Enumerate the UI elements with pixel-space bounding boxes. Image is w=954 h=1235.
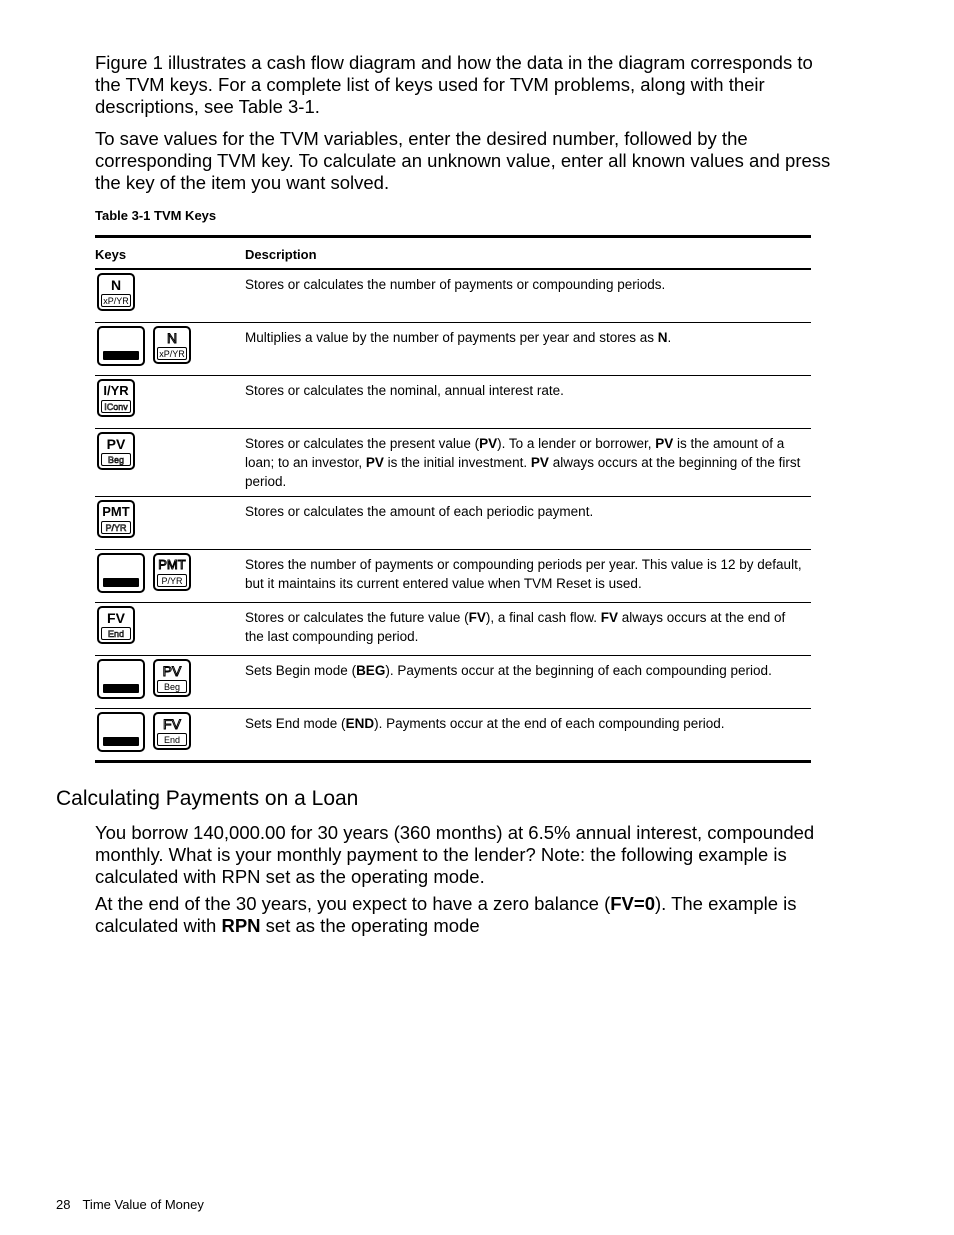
table-row xyxy=(95,655,811,708)
table-row xyxy=(95,708,811,760)
n-key-icon: N xP/YR xyxy=(153,326,191,364)
intro-paragraph-2: To save values for the TVM variables, enter the desired number, followed by the corresponding TVM key. To calculate an unknown value, enter all known values and press the key of the item you want solved. xyxy=(95,128,831,193)
iyr-key-icon: I/YR IConv xyxy=(97,379,135,417)
row-description: Stores or calculates the present value (PV). To a lender or borrower, PV is the amount of a loan; to an investor, PV is the initial investment. PV always occurs at the beginning of the first period. xyxy=(245,436,801,489)
pv-key-icon: PV Beg xyxy=(97,432,135,470)
shift-key-icon xyxy=(97,659,145,699)
row-description: Stores or calculates the amount of each periodic payment. xyxy=(245,504,594,519)
shift-key-icon xyxy=(97,712,145,752)
pmt-key-icon: PMT P/YR xyxy=(153,553,191,591)
shift-key-icon xyxy=(97,553,145,593)
table-row xyxy=(95,322,811,375)
row-description: Stores or calculates the future value (FV), a final cash flow. FV always occurs at the end of the last compounding period. xyxy=(245,610,786,644)
table-row xyxy=(95,375,811,428)
page-number: 28 xyxy=(56,1197,71,1212)
row-description: Multiplies a value by the number of payments per year and stores as N. xyxy=(245,330,672,345)
section-paragraph-2: At the end of the 30 years, you expect to have a zero balance (FV=0). The example is calculated with RPN set as the operating mode xyxy=(95,893,797,936)
row-description: Stores or calculates the nominal, annual interest rate. xyxy=(245,383,564,398)
row-description: Stores the number of payments or compounding periods per year. This value is 12 by default, but it maintains its current entered value when TVM Reset is used. xyxy=(245,557,802,591)
row-description: Stores or calculates the number of payments or compounding periods. xyxy=(245,277,666,292)
table-row xyxy=(95,428,811,496)
pv-key-icon: PV Beg xyxy=(153,659,191,697)
intro-paragraph-1: Figure 1 illustrates a cash flow diagram and how the data in the diagram corresponds to the TVM keys. For a complete list of keys used for TVM problems, along with their descriptions, see Table 3-1. xyxy=(95,52,813,117)
pmt-key-icon: PMT P/YR xyxy=(97,500,135,538)
table-row xyxy=(95,496,811,549)
n-key-icon: N xP/YR xyxy=(97,273,135,311)
col-keys-header: Keys xyxy=(95,247,127,262)
shift-key-icon xyxy=(97,326,145,366)
col-description-header: Description xyxy=(245,247,317,262)
tvm-keys-table xyxy=(95,235,811,763)
table-caption: Table 3-1 TVM Keys xyxy=(95,208,217,223)
table-row xyxy=(95,549,811,602)
page-footer xyxy=(56,1197,216,1212)
fv-key-icon: FV End xyxy=(153,712,191,750)
footer-title: Time Value of Money xyxy=(82,1197,204,1212)
section-heading: Calculating Payments on a Loan xyxy=(56,787,359,810)
fv-key-icon: FV End xyxy=(97,606,135,644)
row-description: Sets Begin mode (BEG). Payments occur at the beginning of each compounding period. xyxy=(245,663,772,678)
table-row xyxy=(95,269,811,322)
row-description: Sets End mode (END). Payments occur at the end of each compounding period. xyxy=(245,716,725,731)
section-paragraph-1: You borrow 140,000.00 for 30 years (360 months) at 6.5% annual interest, compounded monthly. What is your monthly payment to the lender? Note: the following example is calculated with RPN set as the operating mode. xyxy=(95,822,815,887)
table-header xyxy=(95,238,811,269)
table-row xyxy=(95,602,811,655)
